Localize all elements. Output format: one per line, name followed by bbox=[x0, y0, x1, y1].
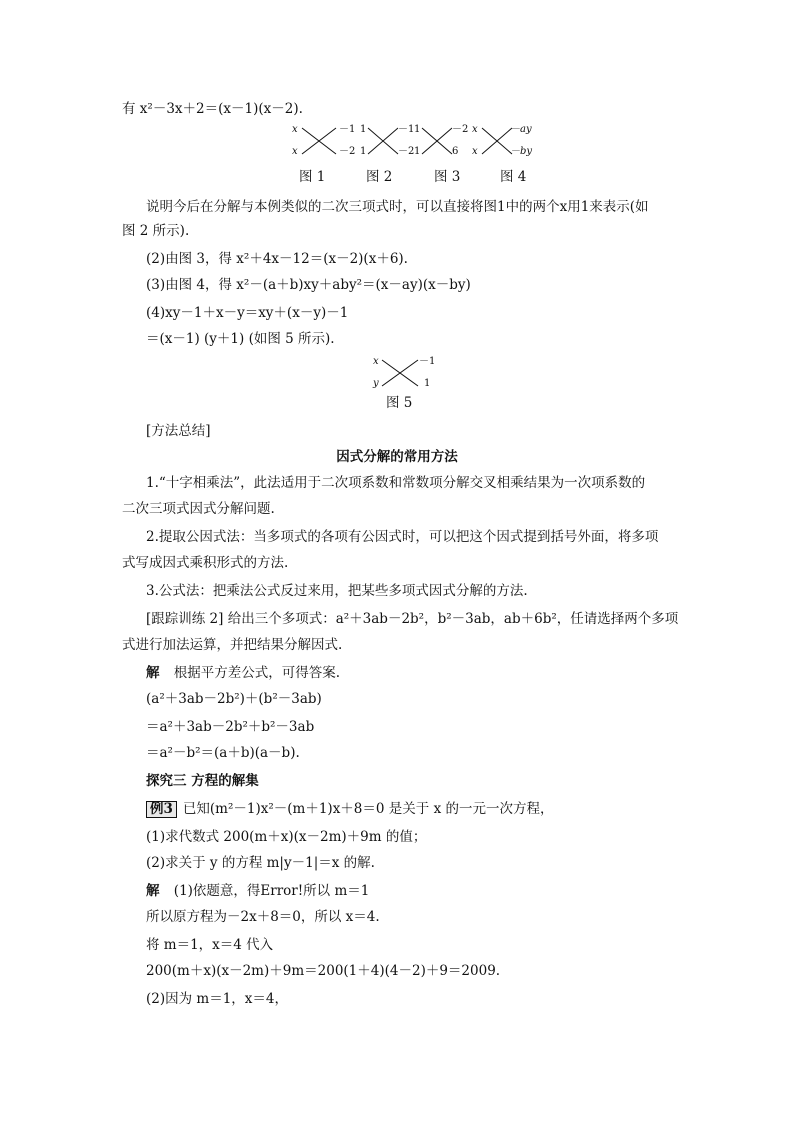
fig1-bottom-left: x bbox=[292, 146, 298, 157]
tracking-exercise-line: [跟踪训练 2] 给出三个多项式：a²＋3ab－2b²，b²－3ab，ab＋6b²，任请选择两个多项 bbox=[146, 611, 679, 627]
fig3-bottom-right: 6 bbox=[452, 146, 459, 157]
fig3-bottom-left: 1 bbox=[414, 146, 421, 157]
fig1-bottom-right: －2 bbox=[339, 146, 356, 157]
solution-line bbox=[146, 882, 369, 900]
text-line: (2)由图 3，得 x²＋4x－12＝(x－2)(x＋6). bbox=[146, 251, 408, 267]
fig2-cross bbox=[366, 124, 400, 160]
text-line: 图 2 所示). bbox=[122, 223, 190, 239]
fig5-bottom-left: y bbox=[373, 378, 379, 389]
fig2-bottom-left: 1 bbox=[360, 146, 367, 157]
text-line: ＝(x－1) (y＋1) (如图 5 所示). bbox=[146, 331, 335, 347]
fig1-top-left: x bbox=[292, 124, 298, 135]
example-line bbox=[146, 800, 553, 818]
math-line: (a²＋3ab－2b²)＋(b²－3ab) bbox=[146, 691, 322, 707]
example-badge: 例3 bbox=[146, 801, 177, 818]
fig3-top-right: －2 bbox=[452, 124, 469, 135]
fig2-top-right: －1 bbox=[398, 124, 415, 135]
fig4-bottom-left: x bbox=[472, 146, 478, 157]
solution-text: 根据平方差公式，可得答案. bbox=[173, 665, 341, 681]
solution-label: 解 bbox=[146, 883, 160, 899]
fig4-top-left: x bbox=[472, 124, 478, 135]
text-line: 二次三项式因式分解问题. bbox=[122, 501, 275, 517]
fig5-top-left: x bbox=[373, 356, 379, 367]
fig1-caption: 图 1 bbox=[299, 169, 326, 185]
text-line: 有 x²－3x＋2＝(x－1)(x－2). bbox=[122, 101, 303, 117]
text-line: 1.“十字相乘法”，此法适用于二次项系数和常数项分解交叉相乘结果为一次项系数的 bbox=[146, 475, 646, 491]
solution-text: (1)依题意，得Error!所以 m＝1 bbox=[173, 883, 370, 899]
text-line: (3)由图 4，得 x²－(a＋b)xy＋aby²＝(x－ay)(x－by) bbox=[146, 277, 471, 293]
solution-label: 解 bbox=[146, 665, 160, 681]
fig5-bottom-right: 1 bbox=[424, 378, 431, 389]
method-summary-title: 因式分解的常用方法 bbox=[336, 449, 458, 465]
text-line: 所以原方程为－2x＋8＝0，所以 x＝4. bbox=[146, 909, 380, 925]
text-line: (2)因为 m＝1，x＝4， bbox=[146, 991, 289, 1007]
fig1-cross bbox=[300, 124, 340, 160]
fig3-top-left: 1 bbox=[414, 124, 421, 135]
section-heading: 探究三 方程的解集 bbox=[146, 773, 259, 789]
fig5-top-right: －1 bbox=[419, 356, 436, 367]
fig4-cross bbox=[480, 124, 514, 160]
fig1-top-right: －1 bbox=[339, 124, 356, 135]
fig5-cross bbox=[380, 356, 420, 392]
fig2-bottom-right: －2 bbox=[398, 146, 415, 157]
text-line: (4)xy－1＋x－y＝xy＋(x－y)－1 bbox=[146, 305, 349, 321]
text-line: 式写成因式乘积形式的方法. bbox=[122, 555, 289, 571]
solution-line bbox=[146, 664, 340, 682]
fig4-top-right: －ay bbox=[510, 124, 532, 135]
text-line: 2.提取公因式法：当多项式的各项有公因式时，可以把这个因式提到括号外面，将多项 bbox=[146, 529, 659, 545]
fig2-caption: 图 2 bbox=[366, 169, 393, 185]
method-summary-tag: [方法总结] bbox=[146, 423, 211, 439]
text-line: 式进行加法运算，并把结果分解因式. bbox=[122, 637, 343, 653]
fig5-caption: 图 5 bbox=[386, 395, 413, 411]
math-line: 200(m＋x)(x－2m)＋9m＝200(1＋4)(4－2)＋9＝2009. bbox=[146, 963, 501, 979]
math-line: ＝a²－b²＝(a＋b)(a－b). bbox=[146, 745, 300, 761]
fig4-caption: 图 4 bbox=[500, 169, 527, 185]
question-line: (2)求关于 y 的方程 m|y－1|＝x 的解. bbox=[146, 855, 375, 871]
fig4-bottom-right: －by bbox=[510, 146, 533, 157]
math-line: ＝a²＋3ab－2b²＋b²－3ab bbox=[146, 719, 315, 735]
example-text: 已知(m²－1)x²－(m＋1)x＋8＝0 是关于 x 的一元一次方程， bbox=[182, 801, 554, 817]
fig3-cross bbox=[420, 124, 454, 160]
fig2-top-left: 1 bbox=[360, 124, 367, 135]
question-line: (1)求代数式 200(m＋x)(x－2m)＋9m 的值； bbox=[146, 829, 427, 845]
text-line: 3.公式法：把乘法公式反过来用，把某些多项式因式分解的方法. bbox=[146, 583, 528, 599]
fig3-caption: 图 3 bbox=[434, 169, 461, 185]
text-line: 说明今后在分解与本例类似的二次三项式时，可以直接将图1中的两个x用1来表示(如 bbox=[146, 199, 649, 215]
text-line: 将 m＝1，x＝4 代入 bbox=[146, 937, 274, 953]
